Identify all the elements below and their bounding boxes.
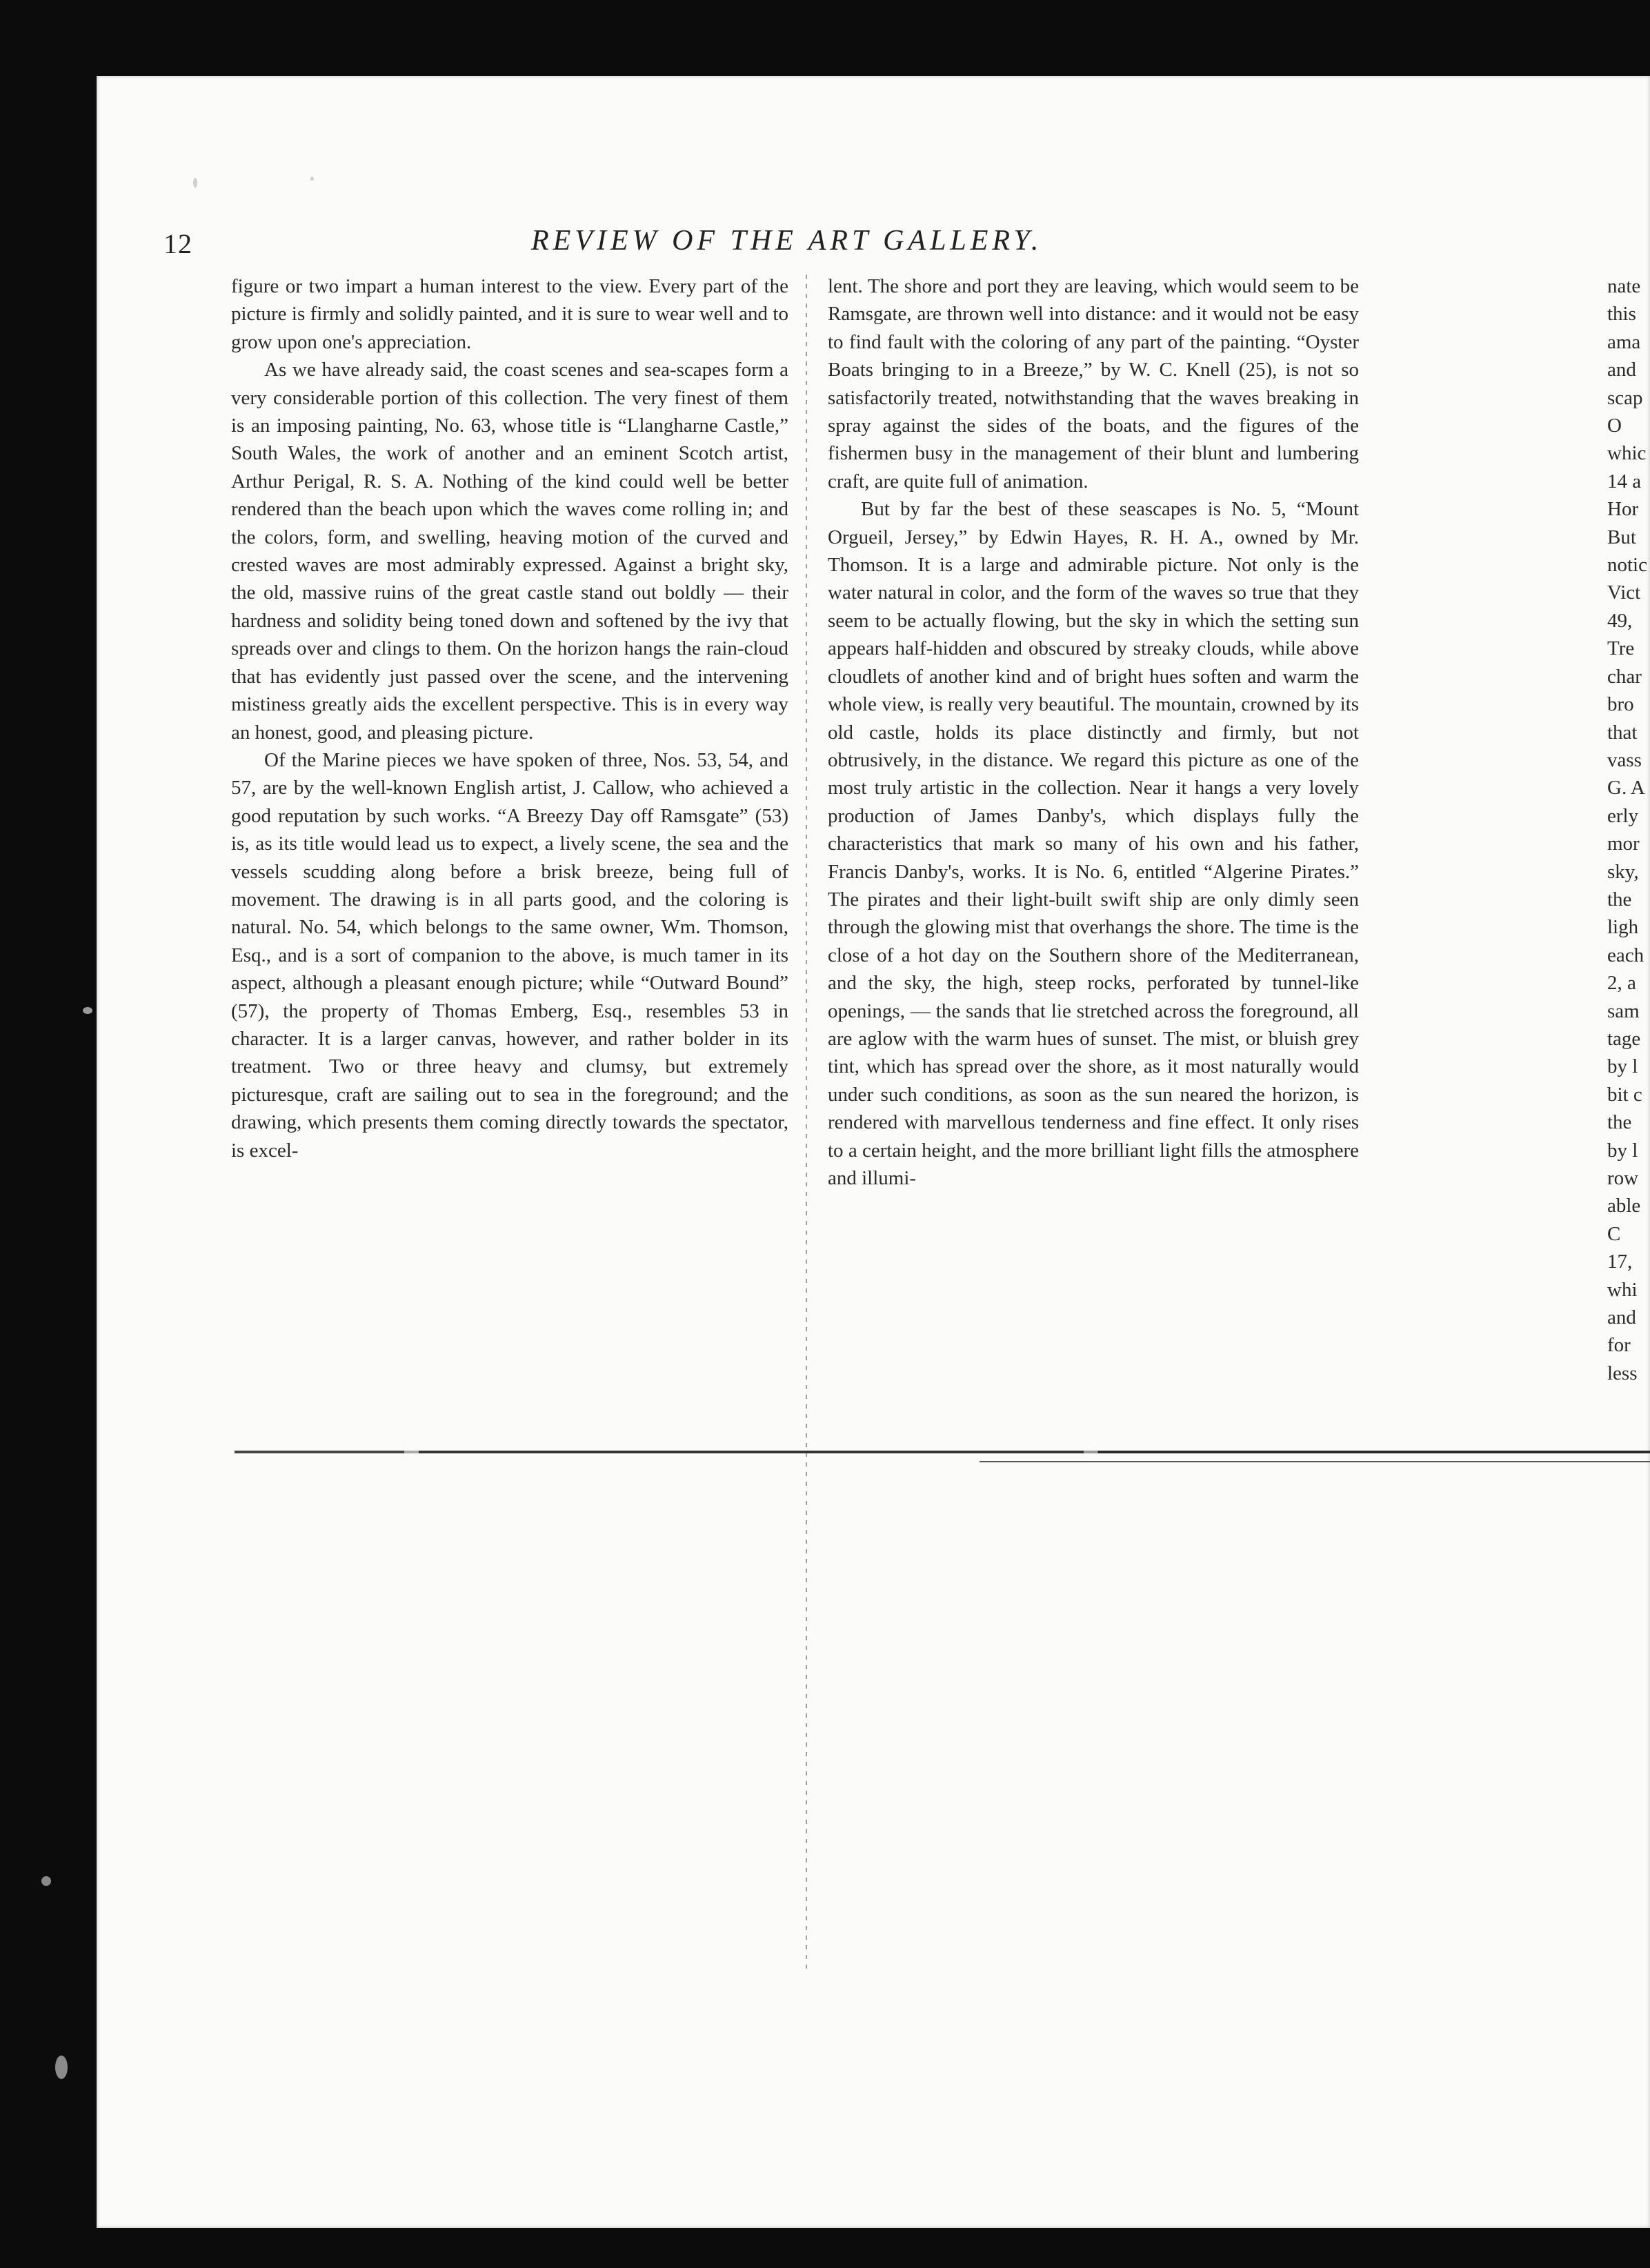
line-fragment: Vict [1607,581,1641,604]
page-number: 12 [163,228,192,259]
line-fragment: tage [1607,1027,1641,1050]
line-fragment: each [1607,944,1644,966]
line-fragment: the [1607,888,1632,911]
line-fragment: sky, [1607,860,1639,883]
line-fragment: and [1607,359,1636,381]
line-fragment: ama [1607,330,1641,353]
line-fragment: G. A [1607,777,1645,799]
line-fragment: mor [1607,833,1640,855]
line-fragment: this [1607,303,1636,326]
line-fragment: vass [1607,748,1642,771]
line-fragment: notic [1607,554,1647,577]
line-fragment: ligh [1607,916,1639,939]
scan-speck [83,1007,92,1014]
line-fragment: whic [1607,442,1647,465]
line-fragment: by l [1607,1055,1638,1078]
paragraph: But by far the best of these seascapes is No. 5, “Mount Orgueil, Jersey,” by Edwin Hayes, R. H. A., owned by Mr. Thomson. It is a large and admirable picture. Not only is the water natural in color, and the form of the waves so true that they seem to be actually flowing, but the sky in which the setting sun appears half-hidden and obscured by streaky clouds, while above cloudlets of another kind and of bright hues soften and warm the whole view, is really very beautiful. The mountain, crowned by its old castle, holds its place distinctly and firmly, but not obtrusively, in the distance. We regard this picture as one of the most truly artistic in the collection. Near it hangs a very lovely production of James Danby's, which displays fully the characteristics that mark so many of his own and his father, Francis Danby's, works. It is No. 6, entitled “Algerine Pirates.” The pirates and their light-built swift ship are only dimly seen through the glowing mist that overhangs the shore. The time is the close of a hot day on the Southern shore of the Mediterranean, and the sky, the high, steep rocks, perforated by tunnel-like openings, — the sands that lie stretched across the foreground, all are aglow with the warm hues of sunset. The mist, or bluish grey tint, which has spread over the shore, as it most naturally would under such conditions, as soon as the sun neared the horizon, is rendered with marvellous tenderness and fine effect. It only rises to a certain height, and the more brilliant light fills the atmosphere and illumi- [828,498,1359,1189]
line-fragment: But [1607,526,1636,548]
line-fragment: less [1607,1362,1638,1384]
line-fragment: C [1607,1222,1621,1245]
bottom-rule [235,1451,1650,1453]
bottom-rule-secondary [980,1461,1650,1462]
text-column-right-cropped [1607,272,1650,1387]
paragraph: lent. The shore and port they are leaving, which would seem to be Ramsgate, are thrown well into distance: and it would not be easy to find fault with the coloring of any part of the painting. “Oyster Boats bringing to in a Breeze,” by W. C. Knell (25), is not so satisfactorily treated, notwithstanding that the waves breaking in spray against the sides of the boats, and the figures of the fishermen busy in the management of their blunt and lumbering craft, are quite full of animation. [828,275,1359,493]
line-fragment: by l [1607,1139,1638,1162]
line-fragment: 17, [1607,1251,1633,1273]
line-fragment: for [1607,1334,1631,1357]
line-fragment: able [1607,1195,1641,1217]
paragraph: figure or two impart a human interest to the view. Every part of the picture is firmly and solidly painted, and it is sure to wear well and to grow upon one's appreciation. [231,275,788,353]
scan-speck [193,178,197,188]
line-fragment: sam [1607,999,1640,1022]
line-fragment: the [1607,1111,1632,1134]
text-column-left [231,272,788,1164]
line-fragment: erly [1607,804,1639,827]
line-fragment: bit c [1607,1083,1642,1106]
line-fragment: row [1607,1167,1639,1189]
paragraph: Of the Marine pieces we have spoken of three, Nos. 53, 54, and 57, are by the well-known English artist, J. Callow, who achieved a good reputation by such works. “A Breezy Day off Ramsgate” (53) is, as its title would lead us to expect, a lively scene, the sea and the vessels scudding along before a brisk breeze, being full of movement. The drawing is in all parts good, and the coloring is natural. No. 54, which belongs to the same owner, Wm. Thomson, Esq., and is a sort of companion to the above, is much tamer in its aspect, although a pleasant enough picture; while “Outward Bound” (57), the property of Thomas Emberg, Esq., resembles 53 in character. It is a larger canvas, however, and rather bolder in its treatment. Two or three heavy and clumsy, but extremely picturesque, craft are sailing out to sea in the foreground; and the drawing, which presents them coming directly towards the spectator, is excel- [231,748,788,1162]
line-fragment: 49, [1607,609,1633,632]
line-fragment: Tre [1607,637,1635,660]
line-fragment: scap [1607,386,1643,409]
column-divider [806,275,807,1971]
line-fragment: char [1607,665,1642,688]
text-column-middle [828,272,1359,1192]
line-fragment: 2, a [1607,972,1636,995]
line-fragment: Hor [1607,498,1639,521]
running-head: REVIEW OF THE ART GALLERY. [531,225,1043,257]
line-fragment: nate [1607,275,1641,297]
line-fragment: and [1607,1306,1636,1329]
scan-speck [55,2056,68,2079]
line-fragment: that [1607,721,1638,744]
scan-speck [41,1876,51,1886]
scan-speck [310,177,314,181]
line-fragment: whi [1607,1278,1638,1301]
line-fragment: O [1607,415,1622,437]
line-fragment: bro [1607,693,1634,716]
paragraph: As we have already said, the coast scenes and sea-scapes form a very considerable portion of this collection. The very finest of them is an imposing painting, No. 63, whose title is “Llangharne Castle,” South Wales, the work of another and an eminent Scotch artist, Arthur Perigal, R. S. A. Nothing of the kind could well be better rendered than the beach upon which the waves come rolling in; and the colors, form, and swelling, heaving motion of the curved and crested waves are most admirably expressed. Against a bright sky, the old, massive ruins of the great castle stand out boldly — their hardness and solidity being toned down and softened by the ivy that spreads over and clings to them. On the horizon hangs the rain-cloud that has evidently just passed over the scene, and the intervening mistiness greatly aids the excellent perspective. This is in every way an honest, good, and pleasing picture. [231,359,788,744]
line-fragment: 14 a [1607,470,1642,493]
